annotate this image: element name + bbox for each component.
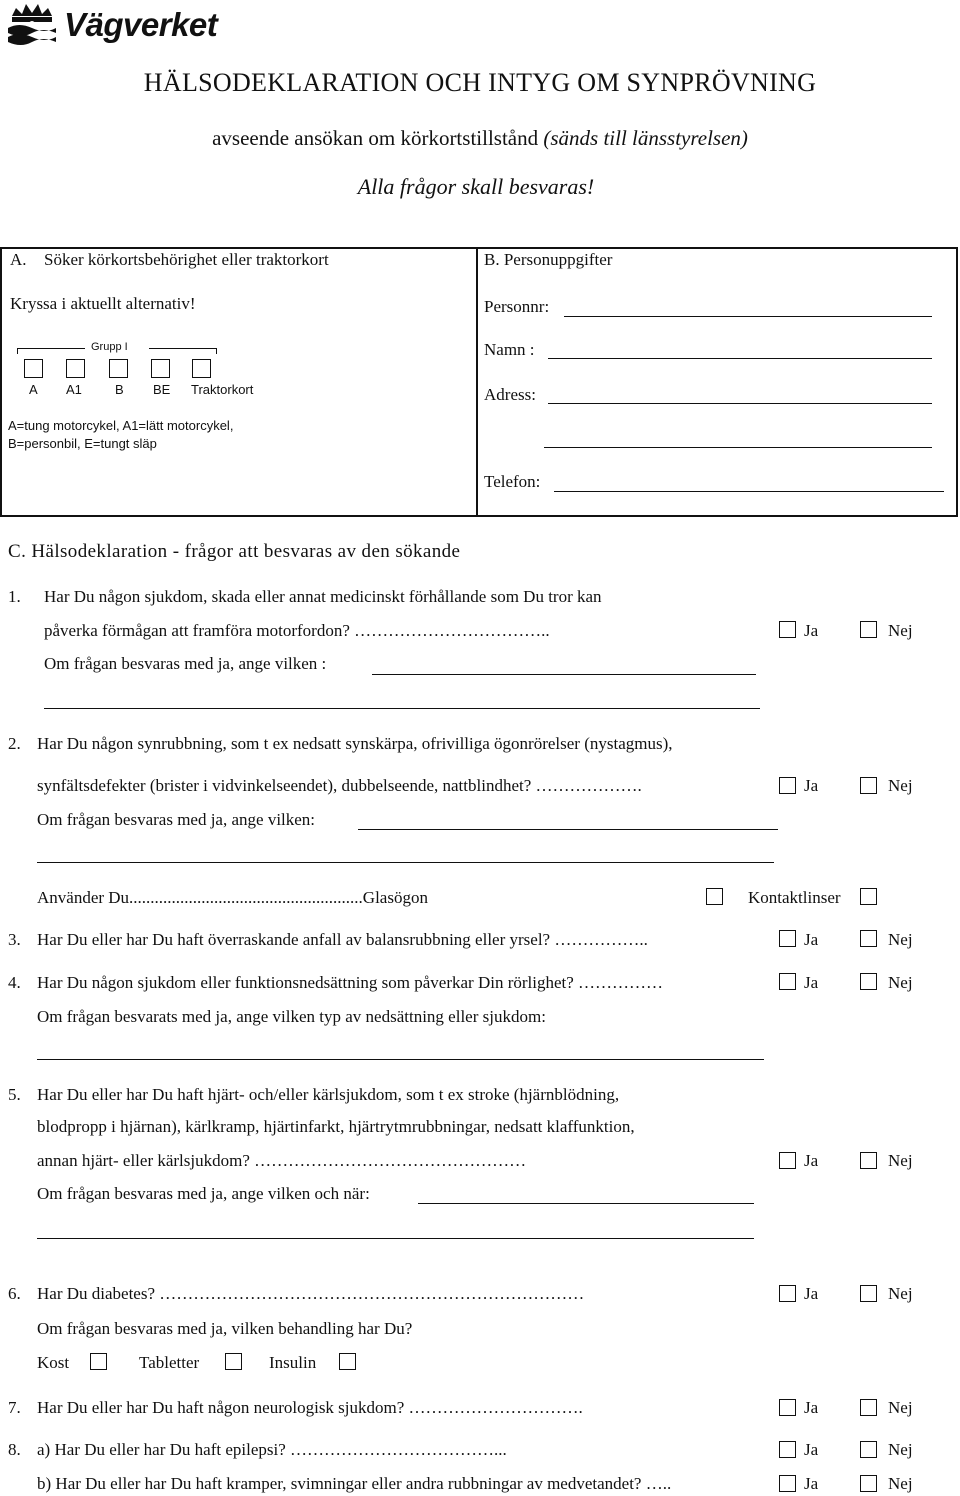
namn-field[interactable]	[548, 358, 932, 359]
q3-yes-checkbox[interactable]	[779, 930, 796, 947]
q5-text-2: blodpropp i hjärnan), kärlkramp, hjärtinfarkt, hjärtrytmrubbningar, nedsatt klaffunktion,	[37, 1117, 635, 1136]
logo-wordmark: Vägverket	[64, 6, 218, 43]
q2-contacts-label: Kontaktlinser	[748, 888, 841, 907]
personnr-label: Personnr:	[484, 297, 550, 316]
required-note: Alla frågor skall besvaras!	[357, 174, 595, 199]
q7-no-label: Nej	[888, 1398, 913, 1417]
q5-number: 5.	[8, 1085, 21, 1104]
form-title: HÄLSODEKLARATION OCH INTYG OM SYNPRÖVNING	[143, 68, 817, 97]
option-label-a: A	[29, 382, 38, 397]
q8-number: 8.	[8, 1440, 21, 1459]
checkbox-a[interactable]	[24, 359, 43, 378]
q2-uses-text: Använder Du.......................................................Glasögon	[37, 888, 428, 907]
q5-answer-field-2[interactable]	[37, 1238, 754, 1239]
legend-line-2: B=personbil, E=tungt släp	[8, 436, 157, 451]
q4-no-checkbox[interactable]	[860, 973, 877, 990]
q6-followup: Om frågan besvaras med ja, vilken behandling har Du?	[37, 1319, 413, 1338]
q6-text-1: Har Du diabetes? …………………………………………………………………	[37, 1284, 585, 1303]
q2-number: 2.	[8, 734, 21, 753]
q8a-no-label: Nej	[888, 1440, 913, 1459]
q7-no-checkbox[interactable]	[860, 1399, 877, 1416]
vagverket-logo	[6, 2, 246, 52]
q5-answer-field[interactable]	[418, 1203, 754, 1204]
namn-label: Namn :	[484, 340, 535, 359]
q5-yes-label: Ja	[804, 1151, 819, 1170]
q2-text-1: Har Du någon synrubbning, som t ex nedsatt synskärpa, ofrivilliga ögonrörelser (nystagmus),	[37, 734, 673, 753]
q1-number: 1.	[8, 587, 21, 606]
q4-yes-label: Ja	[804, 973, 819, 992]
q8b-no-label: Nej	[888, 1474, 913, 1493]
q6-number: 6.	[8, 1284, 21, 1303]
q1-no-label: Nej	[888, 621, 913, 640]
q8a-no-checkbox[interactable]	[860, 1441, 877, 1458]
q5-followup: Om frågan besvaras med ja, ange vilken och när:	[37, 1184, 370, 1203]
q6-insulin-label: Insulin	[269, 1353, 317, 1372]
subtitle-recipient: (sänds till länsstyrelsen)	[543, 126, 748, 150]
q1-yes-label: Ja	[804, 621, 819, 640]
q2-yes-label: Ja	[804, 776, 819, 795]
q4-followup: Om frågan besvarats med ja, ange vilken typ av nedsättning eller sjukdom:	[37, 1007, 546, 1026]
q1-answer-field-2[interactable]	[44, 708, 760, 709]
q3-no-checkbox[interactable]	[860, 930, 877, 947]
q2-text-2: synfältsdefekter (brister i vidvinkelseendet), dubbelseende, nattblindhet? ……………….	[37, 776, 642, 795]
q7-number: 7.	[8, 1398, 21, 1417]
q1-followup: Om frågan besvaras med ja, ange vilken :	[44, 654, 327, 673]
q6-yes-label: Ja	[804, 1284, 819, 1303]
adress-field[interactable]	[548, 403, 932, 404]
q4-answer-field[interactable]	[37, 1059, 764, 1060]
option-label-traktorkort: Traktorkort	[191, 382, 254, 397]
q8a-yes-checkbox[interactable]	[779, 1441, 796, 1458]
q2-answer-field-2[interactable]	[37, 862, 774, 863]
checkbox-be[interactable]	[151, 359, 170, 378]
q2-no-checkbox[interactable]	[860, 777, 877, 794]
q6-no-label: Nej	[888, 1284, 913, 1303]
q3-number: 3.	[8, 930, 21, 949]
q5-no-checkbox[interactable]	[860, 1152, 877, 1169]
q6-tabletter-checkbox[interactable]	[225, 1353, 242, 1370]
q5-no-label: Nej	[888, 1151, 913, 1170]
q7-yes-checkbox[interactable]	[779, 1399, 796, 1416]
q6-insulin-checkbox[interactable]	[339, 1353, 356, 1370]
q6-kost-checkbox[interactable]	[90, 1353, 107, 1370]
telefon-label: Telefon:	[484, 472, 541, 491]
q1-no-checkbox[interactable]	[860, 621, 877, 638]
adress-label: Adress:	[484, 385, 536, 404]
personnr-field[interactable]	[564, 316, 932, 317]
section-b-title: B. Personuppgifter	[484, 250, 613, 269]
subtitle-text: avseende ansökan om körkortstillstånd	[212, 126, 544, 150]
q5-text-3: annan hjärt- eller kärlsjukdom? …………………………………………	[37, 1151, 527, 1170]
q8a-yes-label: Ja	[804, 1440, 819, 1459]
q7-text-1: Har Du eller har Du haft någon neurologisk sjukdom? ………………………….	[37, 1398, 583, 1417]
q2-followup: Om frågan besvaras med ja, ange vilken:	[37, 810, 316, 829]
q1-answer-field[interactable]	[372, 674, 756, 675]
checkbox-a1[interactable]	[66, 359, 85, 378]
form-subtitle	[0, 126, 960, 151]
q8b-text: b) Har Du eller har Du haft kramper, svimningar eller andra rubbningar av medvetandet? …..	[37, 1474, 672, 1493]
telefon-field[interactable]	[554, 491, 944, 492]
q1-yes-checkbox[interactable]	[779, 621, 796, 638]
q3-no-label: Nej	[888, 930, 913, 949]
legend-line-1: A=tung motorcykel, A1=lätt motorcykel,	[8, 418, 234, 433]
q8b-yes-checkbox[interactable]	[779, 1475, 796, 1492]
group-bracket	[17, 340, 217, 354]
q5-yes-checkbox[interactable]	[779, 1152, 796, 1169]
option-label-b: B	[115, 382, 124, 397]
adress-field-2[interactable]	[544, 447, 932, 448]
crown-emblem-icon	[6, 2, 58, 50]
q4-no-label: Nej	[888, 973, 913, 992]
q6-tabletter-label: Tabletter	[139, 1353, 200, 1372]
q7-yes-label: Ja	[804, 1398, 819, 1417]
q8b-no-checkbox[interactable]	[860, 1475, 877, 1492]
section-a-instruction: Kryssa i aktuellt alternativ!	[10, 294, 196, 313]
q2-glasses-checkbox[interactable]	[706, 888, 723, 905]
q1-text-1: Har Du någon sjukdom, skada eller annat medicinskt förhållande som Du tror kan	[44, 587, 602, 606]
q2-answer-field[interactable]	[358, 829, 778, 830]
q2-no-label: Nej	[888, 776, 913, 795]
q8b-yes-label: Ja	[804, 1474, 819, 1493]
q6-yes-checkbox[interactable]	[779, 1285, 796, 1302]
q5-text-1: Har Du eller har Du haft hjärt- och/eller kärlsjukdom, som t ex stroke (hjärnblödning,	[37, 1085, 620, 1104]
option-label-be: BE	[153, 382, 171, 397]
section-a-title: Söker körkortsbehörighet eller traktorkort	[44, 250, 329, 269]
q4-text-1: Har Du någon sjukdom eller funktionsnedsättning som påverkar Din rörlighet? ……………	[37, 973, 664, 992]
group-label: Grupp I	[91, 341, 128, 353]
q8a-text: a) Har Du eller har Du haft epilepsi? ………………………………...	[37, 1440, 507, 1459]
option-label-a1: A1	[66, 382, 82, 397]
q4-number: 4.	[8, 973, 21, 992]
q3-text-1: Har Du eller har Du haft överraskande anfall av balansrubbning eller yrsel? ……………..	[37, 930, 648, 949]
q4-yes-checkbox[interactable]	[779, 973, 796, 990]
section-c-title: C. Hälsodeklaration - frågor att besvaras av den sökande	[8, 541, 461, 562]
q6-kost-label: Kost	[37, 1353, 70, 1372]
checkbox-traktorkort[interactable]	[192, 359, 211, 378]
section-b-box	[476, 247, 958, 517]
q3-yes-label: Ja	[804, 930, 819, 949]
q2-contacts-checkbox[interactable]	[860, 888, 877, 905]
q1-text-2: påverka förmågan att framföra motorfordon? ……………………………..	[44, 621, 550, 640]
checkbox-b[interactable]	[109, 359, 128, 378]
q2-yes-checkbox[interactable]	[779, 777, 796, 794]
section-a-label: A.	[10, 250, 27, 269]
q6-no-checkbox[interactable]	[860, 1285, 877, 1302]
